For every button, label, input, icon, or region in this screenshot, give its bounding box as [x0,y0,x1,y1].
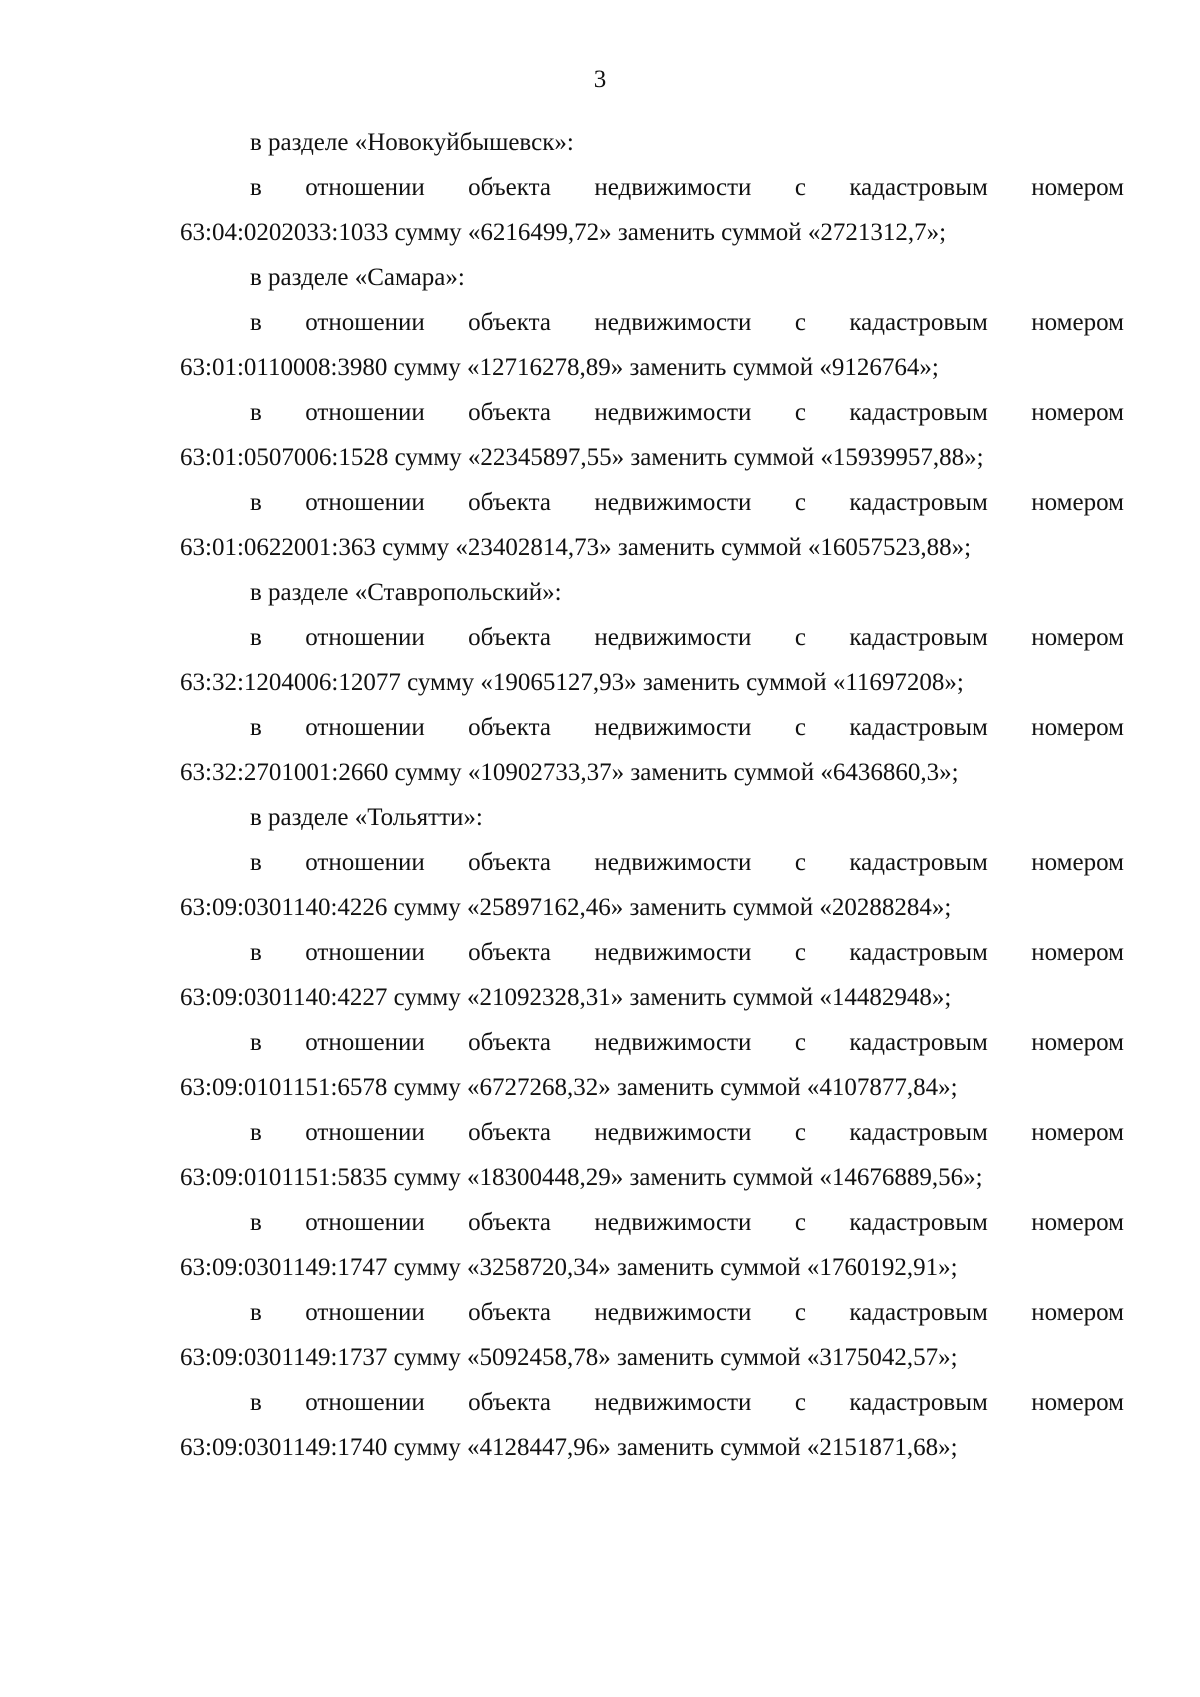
entry-intro-line [180,480,1124,525]
property-entry [180,840,1124,930]
entry-intro-word: кадастровым [849,849,988,876]
entry-intro-word: номером [1031,1029,1124,1056]
entry-intro-word: номером [1031,1119,1124,1146]
entry-intro-word: кадастровым [849,174,988,201]
entry-intro-word: отношении [305,399,425,426]
entry-intro-word: кадастровым [849,1029,988,1056]
entry-intro-word: кадастровым [849,714,988,741]
entry-intro-line [180,300,1124,345]
section-heading: в разделе «Новокуйбышевск»: [250,129,574,156]
property-entry [180,1290,1124,1380]
entry-intro-word: объекта [468,399,551,426]
entry-intro-word: кадастровым [849,489,988,516]
entry-intro-word: с [794,174,806,201]
entry-intro-word: недвижимости [594,1209,752,1236]
entry-intro-word: недвижимости [594,489,752,516]
property-entry [180,1020,1124,1110]
entry-intro-word: в [250,624,262,651]
property-entry [180,300,1124,390]
entry-intro-word: номером [1031,624,1124,651]
entry-intro-word: с [794,849,806,876]
entry-intro-word: отношении [305,714,425,741]
entry-intro-word: объекта [468,624,551,651]
entry-intro-word: с [794,1209,806,1236]
entry-intro-word: с [794,1029,806,1056]
entry-intro-word: кадастровым [849,309,988,336]
entry-intro-word: отношении [305,489,425,516]
entry-intro-line [180,1290,1124,1335]
property-entry [180,1200,1124,1290]
entry-intro-word: с [794,309,806,336]
entry-intro-word: объекта [468,1029,551,1056]
entry-intro-word: в [250,1389,262,1416]
entry-intro-word: номером [1031,1299,1124,1326]
document-body [180,120,1124,1470]
property-entry [180,615,1124,705]
entry-amount-line: 63:04:0202033:1033 сумму «6216499,72» заменить суммой «2721312,7»; [180,219,947,246]
entry-amount-line: 63:32:1204006:12077 сумму «19065127,93» заменить суммой «11697208»; [180,669,964,696]
entry-amount-line: 63:01:0622001:363 сумму «23402814,73» заменить суммой «16057523,88»; [180,534,972,561]
entry-intro-word: объекта [468,849,551,876]
entry-intro-word: с [794,399,806,426]
entry-intro-word: в [250,399,262,426]
entry-intro-word: отношении [305,174,425,201]
entry-intro-word: объекта [468,1119,551,1146]
entry-intro-word: отношении [305,624,425,651]
property-entry [180,1380,1124,1470]
entry-intro-word: недвижимости [594,174,752,201]
entry-intro-word: кадастровым [849,1119,988,1146]
entry-intro-word: объекта [468,489,551,516]
entry-intro-word: недвижимости [594,624,752,651]
entry-intro-word: номером [1031,939,1124,966]
entry-intro-line [180,1020,1124,1065]
entry-amount-line: 63:09:0301149:1747 сумму «3258720,34» заменить суммой «1760192,91»; [180,1254,958,1281]
entry-intro-word: с [794,489,806,516]
entry-intro-word: кадастровым [849,1389,988,1416]
entry-intro-word: номером [1031,489,1124,516]
entry-intro-word: с [794,939,806,966]
entry-amount-line: 63:09:0301140:4226 сумму «25897162,46» заменить суммой «20288284»; [180,894,952,921]
entry-intro-word: недвижимости [594,309,752,336]
entry-intro-word: кадастровым [849,1209,988,1236]
entry-intro-word: объекта [468,1389,551,1416]
entry-intro-word: в [250,1299,262,1326]
section-heading: в разделе «Тольятти»: [250,804,483,831]
entry-intro-line [180,1110,1124,1155]
entry-intro-word: кадастровым [849,624,988,651]
entry-intro-word: недвижимости [594,1299,752,1326]
entry-intro-word: в [250,489,262,516]
entry-intro-word: недвижимости [594,714,752,741]
entry-intro-word: объекта [468,939,551,966]
entry-intro-line [180,165,1124,210]
entry-amount-line: 63:01:0507006:1528 сумму «22345897,55» заменить суммой «15939957,88»; [180,444,984,471]
entry-intro-word: отношении [305,1209,425,1236]
entry-intro-word: кадастровым [849,399,988,426]
entry-intro-line [180,930,1124,975]
entry-intro-line [180,840,1124,885]
entry-intro-word: в [250,849,262,876]
entry-intro-word: номером [1031,309,1124,336]
entry-intro-word: с [794,714,806,741]
entry-intro-word: в [250,309,262,336]
entry-intro-word: номером [1031,399,1124,426]
entry-amount-line: 63:09:0101151:6578 сумму «6727268,32» заменить суммой «4107877,84»; [180,1074,958,1101]
entry-intro-word: в [250,1209,262,1236]
entry-intro-word: с [794,624,806,651]
entry-intro-word: в [250,1029,262,1056]
entry-intro-word: с [794,1299,806,1326]
entry-intro-word: объекта [468,1299,551,1326]
entry-intro-line [180,390,1124,435]
entry-intro-word: с [794,1119,806,1146]
entry-amount-line: 63:09:0301149:1740 сумму «4128447,96» заменить суммой «2151871,68»; [180,1434,958,1461]
entry-amount-line: 63:09:0301149:1737 сумму «5092458,78» заменить суммой «3175042,57»; [180,1344,958,1371]
entry-intro-word: отношении [305,939,425,966]
entry-intro-word: отношении [305,1119,425,1146]
entry-intro-word: номером [1031,849,1124,876]
property-entry [180,705,1124,795]
entry-intro-word: недвижимости [594,849,752,876]
property-entry [180,930,1124,1020]
entry-intro-word: недвижимости [594,1389,752,1416]
entry-intro-word: отношении [305,1389,425,1416]
entry-intro-word: отношении [305,849,425,876]
entry-intro-word: номером [1031,1209,1124,1236]
section-heading: в разделе «Самара»: [250,264,465,291]
entry-intro-word: объекта [468,714,551,741]
entry-intro-word: в [250,939,262,966]
entry-intro-word: недвижимости [594,1029,752,1056]
entry-intro-line [180,1200,1124,1245]
entry-intro-word: в [250,1119,262,1146]
entry-intro-word: номером [1031,174,1124,201]
entry-intro-word: отношении [305,309,425,336]
entry-amount-line: 63:01:0110008:3980 сумму «12716278,89» заменить суммой «9126764»; [180,354,939,381]
entry-amount-line: 63:09:0101151:5835 сумму «18300448,29» заменить суммой «14676889,56»; [180,1164,983,1191]
entry-intro-word: в [250,714,262,741]
entry-intro-line [180,705,1124,750]
property-entry [180,165,1124,255]
entry-intro-word: кадастровым [849,1299,988,1326]
property-entry [180,1110,1124,1200]
entry-intro-word: отношении [305,1299,425,1326]
entry-amount-line: 63:32:2701001:2660 сумму «10902733,37» заменить суммой «6436860,3»; [180,759,959,786]
entry-intro-word: объекта [468,1209,551,1236]
entry-intro-word: недвижимости [594,1119,752,1146]
entry-intro-word: недвижимости [594,399,752,426]
entry-intro-line [180,615,1124,660]
page-number: 3 [593,66,607,93]
entry-intro-word: объекта [468,309,551,336]
entry-amount-line: 63:09:0301140:4227 сумму «21092328,31» заменить суммой «14482948»; [180,984,952,1011]
entry-intro-word: отношении [305,1029,425,1056]
entry-intro-word: номером [1031,1389,1124,1416]
entry-intro-word: кадастровым [849,939,988,966]
property-entry [180,480,1124,570]
entry-intro-word: в [250,174,262,201]
section-heading: в разделе «Ставропольский»: [250,579,562,606]
property-entry [180,390,1124,480]
entry-intro-word: недвижимости [594,939,752,966]
entry-intro-word: объекта [468,174,551,201]
entry-intro-word: с [794,1389,806,1416]
entry-intro-line [180,1380,1124,1425]
entry-intro-word: номером [1031,714,1124,741]
